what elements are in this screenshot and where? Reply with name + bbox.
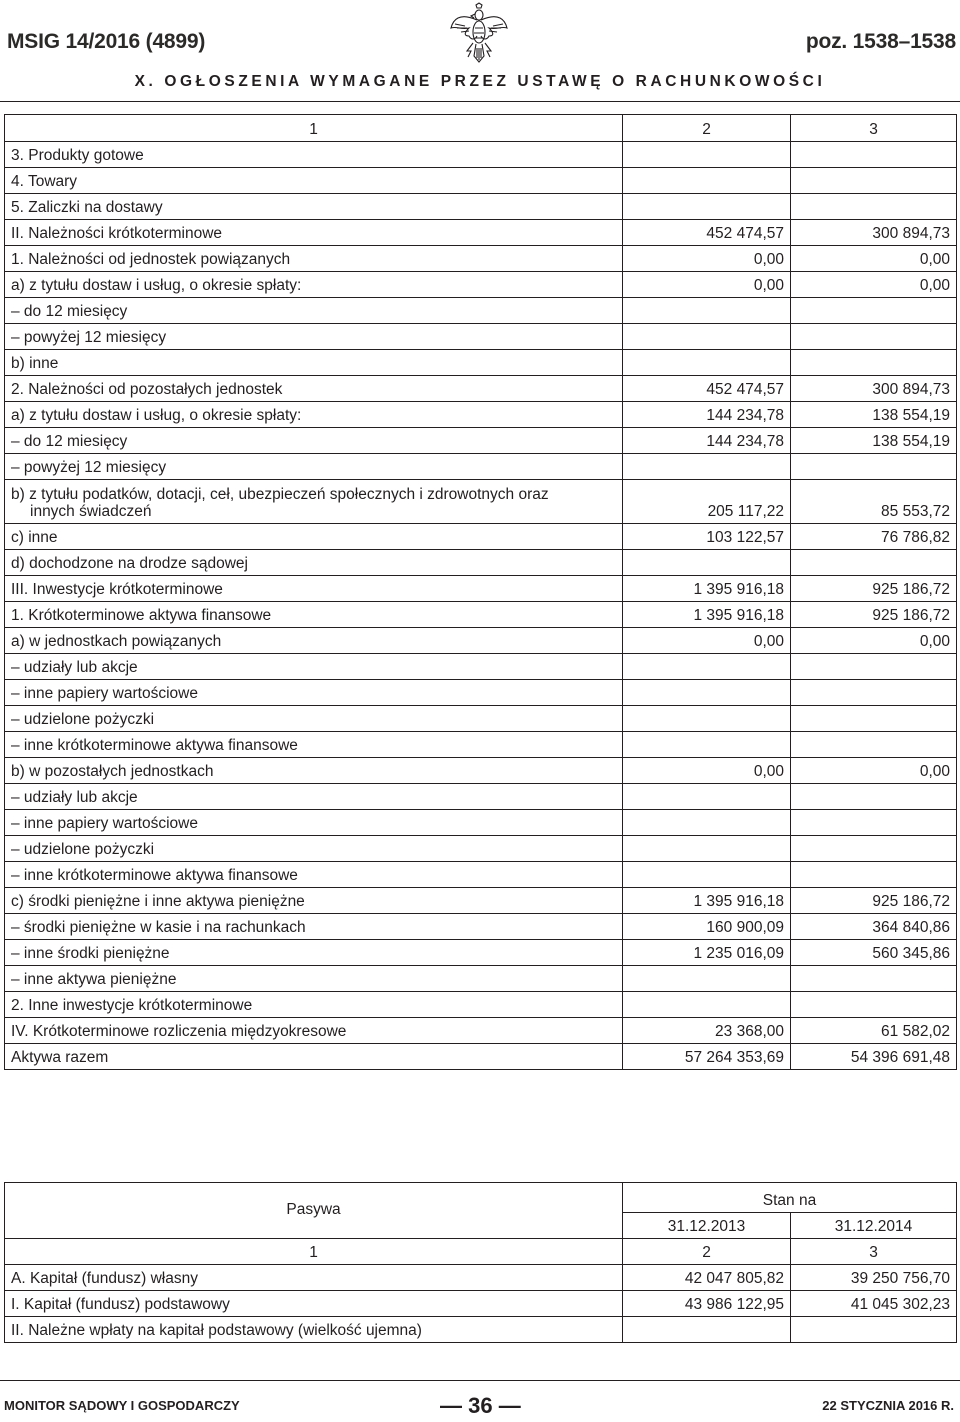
value-cell-col2	[623, 350, 791, 376]
row-label: 1. Należności od jednostek powiązanych	[5, 246, 623, 272]
value-cell-col3	[791, 298, 957, 324]
value-cell-col2: 0,00	[623, 246, 791, 272]
value-cell-col3: 54 396 691,48	[791, 1044, 957, 1070]
value-cell-col3	[791, 142, 957, 168]
table-row	[5, 810, 957, 836]
liabilities-table	[4, 1182, 957, 1343]
row-label: – inne środki pieniężne	[5, 940, 623, 966]
row-label: Aktywa razem	[5, 1044, 623, 1070]
value-cell-col2: 0,00	[623, 628, 791, 654]
table-row	[5, 654, 957, 680]
table-row	[5, 324, 957, 350]
liabilities-number-row	[5, 1239, 957, 1265]
value-cell-col2	[623, 810, 791, 836]
row-label: – inne papiery wartościowe	[5, 810, 623, 836]
value-cell-col3: 560 345,86	[791, 940, 957, 966]
date-header: 31.12.2014	[791, 1213, 957, 1239]
row-label: II. Należności krótkoterminowe	[5, 220, 623, 246]
row-label	[5, 480, 623, 524]
value-cell-col2: 0,00	[623, 758, 791, 784]
table-row	[5, 914, 957, 940]
table-row	[5, 862, 957, 888]
stan-na-header: Stan na	[623, 1183, 957, 1213]
table-row	[5, 836, 957, 862]
header-cell: 3	[791, 115, 957, 142]
row-label: a) z tytułu dostaw i usług, o okresie spłaty:	[5, 402, 623, 428]
table-row	[5, 758, 957, 784]
table-row	[5, 454, 957, 480]
value-cell-col2: 1 395 916,18	[623, 576, 791, 602]
row-label: 3. Produkty gotowe	[5, 142, 623, 168]
value-cell-col2	[623, 1317, 791, 1343]
value-cell-col2	[623, 966, 791, 992]
value-cell-col3: 300 894,73	[791, 376, 957, 402]
value-cell-col2: 1 395 916,18	[623, 888, 791, 914]
table-row	[5, 298, 957, 324]
row-label: d) dochodzone na drodze sądowej	[5, 550, 623, 576]
table-row	[5, 272, 957, 298]
value-cell-col2	[623, 680, 791, 706]
row-label: b) w pozostałych jednostkach	[5, 758, 623, 784]
value-cell-col3: 0,00	[791, 246, 957, 272]
value-cell-col2: 144 234,78	[623, 428, 791, 454]
value-cell-col2	[623, 194, 791, 220]
value-cell-col3: 925 186,72	[791, 576, 957, 602]
table-row	[5, 350, 957, 376]
table-row	[5, 940, 957, 966]
row-label: – inne aktywa pieniężne	[5, 966, 623, 992]
assets-header-row	[5, 115, 957, 142]
value-cell-col3: 41 045 302,23	[791, 1291, 957, 1317]
value-cell-col3	[791, 810, 957, 836]
table-row	[5, 680, 957, 706]
header-cell: 1	[5, 115, 623, 142]
row-label: – udzielone pożyczki	[5, 836, 623, 862]
page-number: — 36 —	[440, 1393, 521, 1418]
row-label: – inne papiery wartościowe	[5, 680, 623, 706]
value-cell-col2	[623, 654, 791, 680]
value-cell-col2: 1 235 016,09	[623, 940, 791, 966]
value-cell-col3	[791, 654, 957, 680]
column-number: 2	[623, 1239, 791, 1265]
table-row	[5, 888, 957, 914]
row-label: 2. Inne inwestycje krótkoterminowe	[5, 992, 623, 1018]
row-label: – środki pieniężne w kasie i na rachunkach	[5, 914, 623, 940]
row-label: c) środki pieniężne i inne aktywa pieniężne	[5, 888, 623, 914]
value-cell-col2: 1 395 916,18	[623, 602, 791, 628]
table-row	[5, 992, 957, 1018]
table-row	[5, 376, 957, 402]
row-label: II. Należne wpłaty na kapitał podstawowy (wielkość ujemna)	[5, 1317, 623, 1343]
value-cell-col3: 364 840,86	[791, 914, 957, 940]
value-cell-col3	[791, 550, 957, 576]
value-cell-col2	[623, 454, 791, 480]
row-label: 4. Towary	[5, 168, 623, 194]
liabilities-header-row	[5, 1183, 957, 1213]
row-label: 5. Zaliczki na dostawy	[5, 194, 623, 220]
date-header: 31.12.2013	[623, 1213, 791, 1239]
table-row	[5, 1018, 957, 1044]
value-cell-col3	[791, 1317, 957, 1343]
row-label: – powyżej 12 miesięcy	[5, 324, 623, 350]
value-cell-col3: 925 186,72	[791, 888, 957, 914]
table-row	[5, 142, 957, 168]
row-label: b) inne	[5, 350, 623, 376]
row-label: – do 12 miesięcy	[5, 428, 623, 454]
row-label: a) z tytułu dostaw i usług, o okresie spłaty:	[5, 272, 623, 298]
table-row	[5, 966, 957, 992]
value-cell-col2: 43 986 122,95	[623, 1291, 791, 1317]
row-label: IV. Krótkoterminowe rozliczenia międzyokresowe	[5, 1018, 623, 1044]
footer-publication: MONITOR SĄDOWY I GOSPODARCZY	[4, 1398, 240, 1413]
value-cell-col3: 138 554,19	[791, 402, 957, 428]
row-label: – inne krótkoterminowe aktywa finansowe	[5, 732, 623, 758]
value-cell-col3	[791, 454, 957, 480]
row-label: A. Kapitał (fundusz) własny	[5, 1265, 623, 1291]
footer-date: 22 STYCZNIA 2016 R.	[822, 1398, 954, 1413]
value-cell-col3	[791, 324, 957, 350]
value-cell-col2: 205 117,22	[623, 480, 791, 524]
value-cell-col2	[623, 142, 791, 168]
value-cell-col2	[623, 862, 791, 888]
row-label: – inne krótkoterminowe aktywa finansowe	[5, 862, 623, 888]
row-label: c) inne	[5, 524, 623, 550]
value-cell-col3	[791, 992, 957, 1018]
column-number: 1	[5, 1239, 623, 1265]
value-cell-col2	[623, 836, 791, 862]
table-row	[5, 168, 957, 194]
value-cell-col3	[791, 966, 957, 992]
row-label: 2. Należności od pozostałych jednostek	[5, 376, 623, 402]
table-row	[5, 246, 957, 272]
pasywa-header: Pasywa	[5, 1183, 623, 1239]
value-cell-col2	[623, 706, 791, 732]
polish-eagle-emblem-icon	[449, 2, 509, 64]
value-cell-col3: 925 186,72	[791, 602, 957, 628]
value-cell-col2	[623, 992, 791, 1018]
value-cell-col3: 0,00	[791, 272, 957, 298]
row-label: – udziały lub akcje	[5, 784, 623, 810]
table-row	[5, 732, 957, 758]
value-cell-col3	[791, 706, 957, 732]
value-cell-col2: 57 264 353,69	[623, 1044, 791, 1070]
header-cell: 2	[623, 115, 791, 142]
value-cell-col2: 103 122,57	[623, 524, 791, 550]
value-cell-col2: 452 474,57	[623, 376, 791, 402]
value-cell-col3: 76 786,82	[791, 524, 957, 550]
value-cell-col3: 138 554,19	[791, 428, 957, 454]
value-cell-col3: 85 553,72	[791, 480, 957, 524]
table-row	[5, 576, 957, 602]
row-label: 1. Krótkoterminowe aktywa finansowe	[5, 602, 623, 628]
value-cell-col3: 0,00	[791, 758, 957, 784]
table-row	[5, 220, 957, 246]
table-row	[5, 524, 957, 550]
value-cell-col2: 23 368,00	[623, 1018, 791, 1044]
table-row	[5, 706, 957, 732]
table-row	[5, 194, 957, 220]
value-cell-col2	[623, 784, 791, 810]
header-right: poz. 1538–1538	[805, 30, 956, 53]
value-cell-col2: 160 900,09	[623, 914, 791, 940]
value-cell-col3: 0,00	[791, 628, 957, 654]
row-label: I. Kapitał (fundusz) podstawowy	[5, 1291, 623, 1317]
row-label-line: b) z tytułu podatków, dotacji, ceł, ubezpieczeń społecznych i zdrowotnych oraz	[11, 486, 549, 503]
table-row	[5, 1044, 957, 1070]
table-row	[5, 428, 957, 454]
value-cell-col2: 42 047 805,82	[623, 1265, 791, 1291]
liabilities-table-body	[5, 1183, 957, 1343]
table-row	[5, 628, 957, 654]
row-label-line: innych świadczeń	[30, 503, 152, 520]
value-cell-col2: 0,00	[623, 272, 791, 298]
value-cell-col2	[623, 550, 791, 576]
header-left: MSIG 14/2016 (4899)	[7, 30, 206, 53]
footer-rule	[0, 1380, 960, 1381]
value-cell-col3	[791, 732, 957, 758]
value-cell-col2	[623, 168, 791, 194]
assets-table	[4, 114, 957, 1070]
value-cell-col3	[791, 680, 957, 706]
row-label: – do 12 miesięcy	[5, 298, 623, 324]
value-cell-col3	[791, 350, 957, 376]
row-label: – udzielone pożyczki	[5, 706, 623, 732]
value-cell-col2	[623, 298, 791, 324]
row-label: III. Inwestycje krótkoterminowe	[5, 576, 623, 602]
value-cell-col3: 61 582,02	[791, 1018, 957, 1044]
row-label: a) w jednostkach powiązanych	[5, 628, 623, 654]
header-rule	[0, 101, 960, 102]
table-row	[5, 402, 957, 428]
value-cell-col2	[623, 324, 791, 350]
table-row	[5, 784, 957, 810]
table-row	[5, 602, 957, 628]
table-row	[5, 1265, 957, 1291]
table-row	[5, 1317, 957, 1343]
value-cell-col3	[791, 784, 957, 810]
column-number: 3	[791, 1239, 957, 1265]
assets-table-body	[5, 115, 957, 1070]
row-label: – udziały lub akcje	[5, 654, 623, 680]
table-row	[5, 550, 957, 576]
value-cell-col3	[791, 862, 957, 888]
value-cell-col3	[791, 168, 957, 194]
value-cell-col2	[623, 732, 791, 758]
section-title: X. OGŁOSZENIA WYMAGANE PRZEZ USTAWĘ O RACHUNKOWOŚCI	[134, 73, 826, 90]
value-cell-col3	[791, 836, 957, 862]
table-row	[5, 480, 957, 524]
value-cell-col3: 300 894,73	[791, 220, 957, 246]
value-cell-col3: 39 250 756,70	[791, 1265, 957, 1291]
value-cell-col2: 452 474,57	[623, 220, 791, 246]
table-row	[5, 1291, 957, 1317]
value-cell-col3	[791, 194, 957, 220]
value-cell-col2: 144 234,78	[623, 402, 791, 428]
row-label: – powyżej 12 miesięcy	[5, 454, 623, 480]
